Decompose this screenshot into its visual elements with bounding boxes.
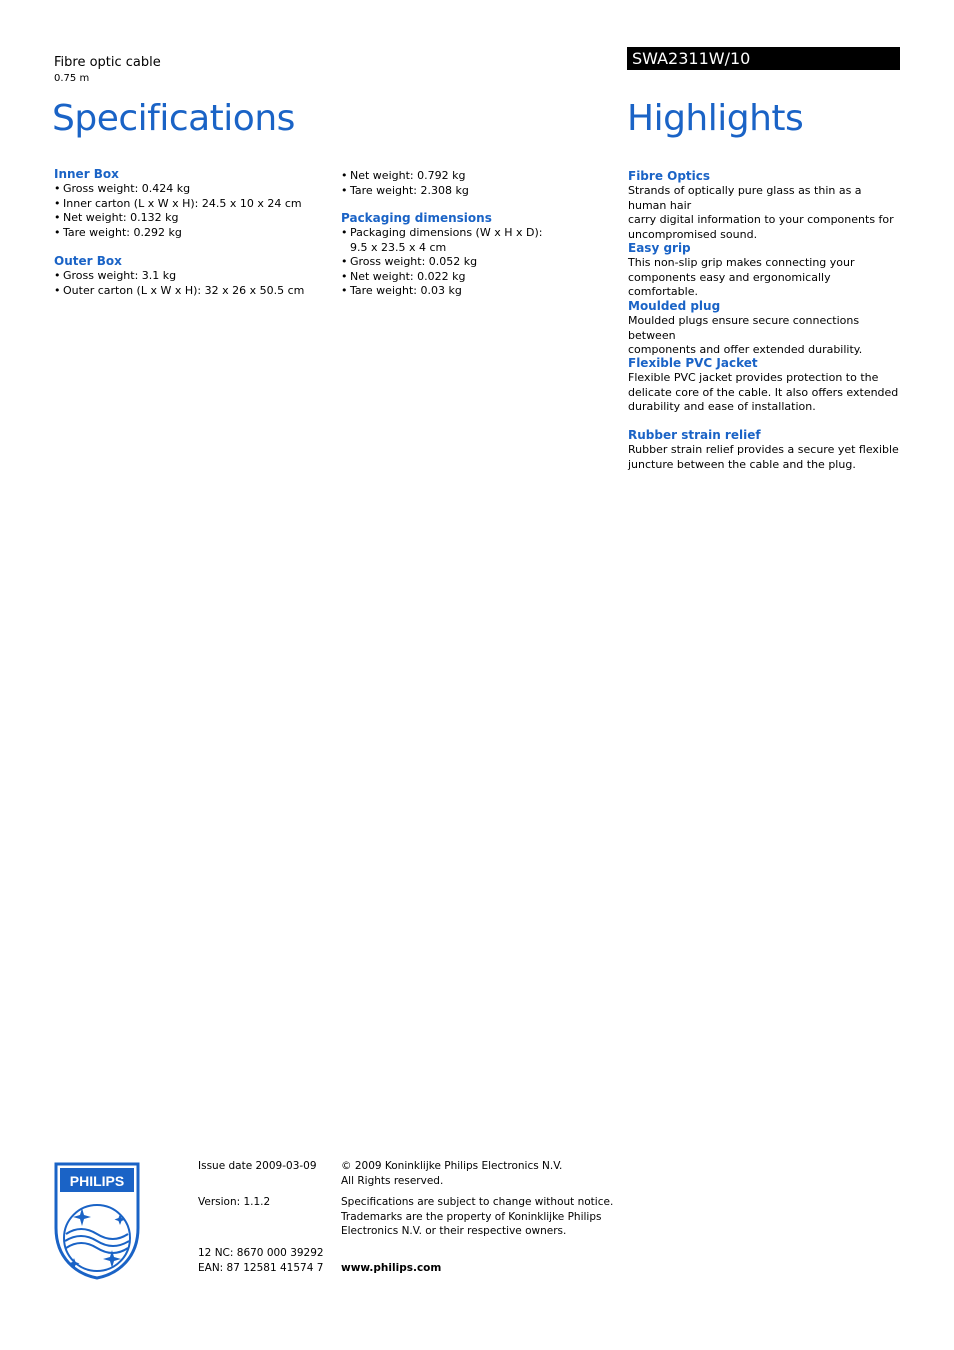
spec-list (54, 182, 324, 240)
philips-shield-icon (54, 1162, 140, 1280)
version: Version: 1.1.2 (198, 1196, 271, 1208)
website-link[interactable]: www.philips.com (341, 1262, 442, 1274)
spec-list (54, 269, 324, 298)
spec-item (341, 226, 611, 255)
highlight-line: uncompromised sound. (628, 227, 758, 241)
product-length: 0.75 m (54, 73, 90, 84)
spec-item: • Outer carton (L x W x H): 32 x 26 x 50.5 cm (54, 284, 324, 299)
highlight-line: This non-slip grip makes connecting your (628, 256, 855, 269)
highlight-flexible-pvc-jacket (628, 356, 900, 415)
highlight-text (628, 443, 900, 472)
model-number-bar: SWA2311W/10 (627, 47, 900, 70)
highlight-text (628, 314, 900, 358)
highlight-heading: Flexible PVC Jacket (628, 356, 758, 370)
spec-item: • Net weight: 0.132 kg (54, 211, 324, 226)
spec-item: • Net weight: 0.022 kg (341, 270, 611, 285)
highlight-line: carry digital information to your components for (628, 213, 894, 226)
spec-list (341, 226, 611, 299)
specifications-title: Specifications (52, 98, 295, 139)
issue-date: Issue date 2009-03-09 (198, 1160, 317, 1172)
nc-code: 12 NC: 8670 000 39292 (198, 1247, 324, 1259)
highlight-line: components and offer extended durability. (628, 343, 863, 356)
spec-heading: Inner Box (54, 167, 119, 181)
spec-heading: Packaging dimensions (341, 211, 492, 225)
highlight-text (628, 184, 900, 242)
spec-section-inner-box (54, 167, 324, 240)
spec-section-outer-box (54, 254, 324, 298)
highlight-fibre-optics (628, 169, 900, 242)
spec-item: • Gross weight: 3.1 kg (54, 269, 324, 284)
highlight-line: Strands of optically pure glass as thin as a human hair (628, 184, 862, 212)
spec-item: • Tare weight: 2.308 kg (341, 184, 611, 199)
highlight-line: durability and ease of installation. (628, 400, 816, 413)
ean-code: EAN: 87 12581 41574 7 (198, 1261, 324, 1274)
spec-section-outer-box-continued (341, 169, 611, 198)
highlight-line: Rubber strain relief provides a secure yet flexible (628, 443, 899, 456)
highlight-line: delicate core of the cable. It also offers extended (628, 385, 899, 399)
disclaimer-line: Specifications are subject to change without notice. (341, 1196, 614, 1208)
spec-item: • Gross weight: 0.424 kg (54, 182, 324, 197)
highlight-easy-grip (628, 241, 900, 300)
highlight-heading: Fibre Optics (628, 169, 711, 183)
spec-item: • Tare weight: 0.03 kg (341, 284, 611, 299)
spec-section-packaging (341, 211, 611, 299)
spec-item-label: Packaging dimensions (W x H x D): (350, 226, 543, 239)
philips-logo (54, 1162, 140, 1280)
disclaimer-block (341, 1195, 613, 1239)
highlight-line: components easy and ergonomically comfortable. (628, 270, 831, 298)
spec-item: • Inner carton (L x W x H): 24.5 x 10 x 24 cm (54, 197, 324, 212)
highlight-heading: Rubber strain relief (628, 428, 761, 442)
spec-item-value: 9.5 x 23.5 x 4 cm (350, 240, 447, 254)
highlight-moulded-plug (628, 299, 900, 358)
highlight-text (628, 256, 900, 300)
copyright: © 2009 Koninklijke Philips Electronics N.V. (341, 1160, 563, 1172)
logo-text: PHILIPS (69, 1173, 125, 1189)
spec-item: • Gross weight: 0.052 kg (341, 255, 611, 270)
disclaimer-line: Trademarks are the property of Koninklijke Philips (341, 1210, 602, 1223)
product-name: Fibre optic cable (54, 55, 161, 70)
highlight-heading: Moulded plug (628, 299, 721, 313)
spec-item: • Net weight: 0.792 kg (341, 169, 611, 184)
highlight-rubber-strain-relief (628, 428, 900, 472)
product-codes (198, 1246, 324, 1275)
spec-item: • Tare weight: 0.292 kg (54, 226, 324, 241)
rights: All Rights reserved. (341, 1174, 444, 1187)
spec-list (341, 169, 611, 198)
highlight-line: juncture between the cable and the plug. (628, 457, 856, 471)
disclaimer-line: Electronics N.V. or their respective owners. (341, 1225, 567, 1237)
highlight-line: Flexible PVC jacket provides protection to the (628, 371, 879, 384)
highlight-text (628, 371, 900, 415)
spec-heading: Outer Box (54, 254, 122, 268)
copyright-block (341, 1159, 562, 1188)
highlight-heading: Easy grip (628, 241, 691, 255)
highlight-line: Moulded plugs ensure secure connections between (628, 314, 860, 342)
highlights-title: Highlights (627, 98, 804, 139)
